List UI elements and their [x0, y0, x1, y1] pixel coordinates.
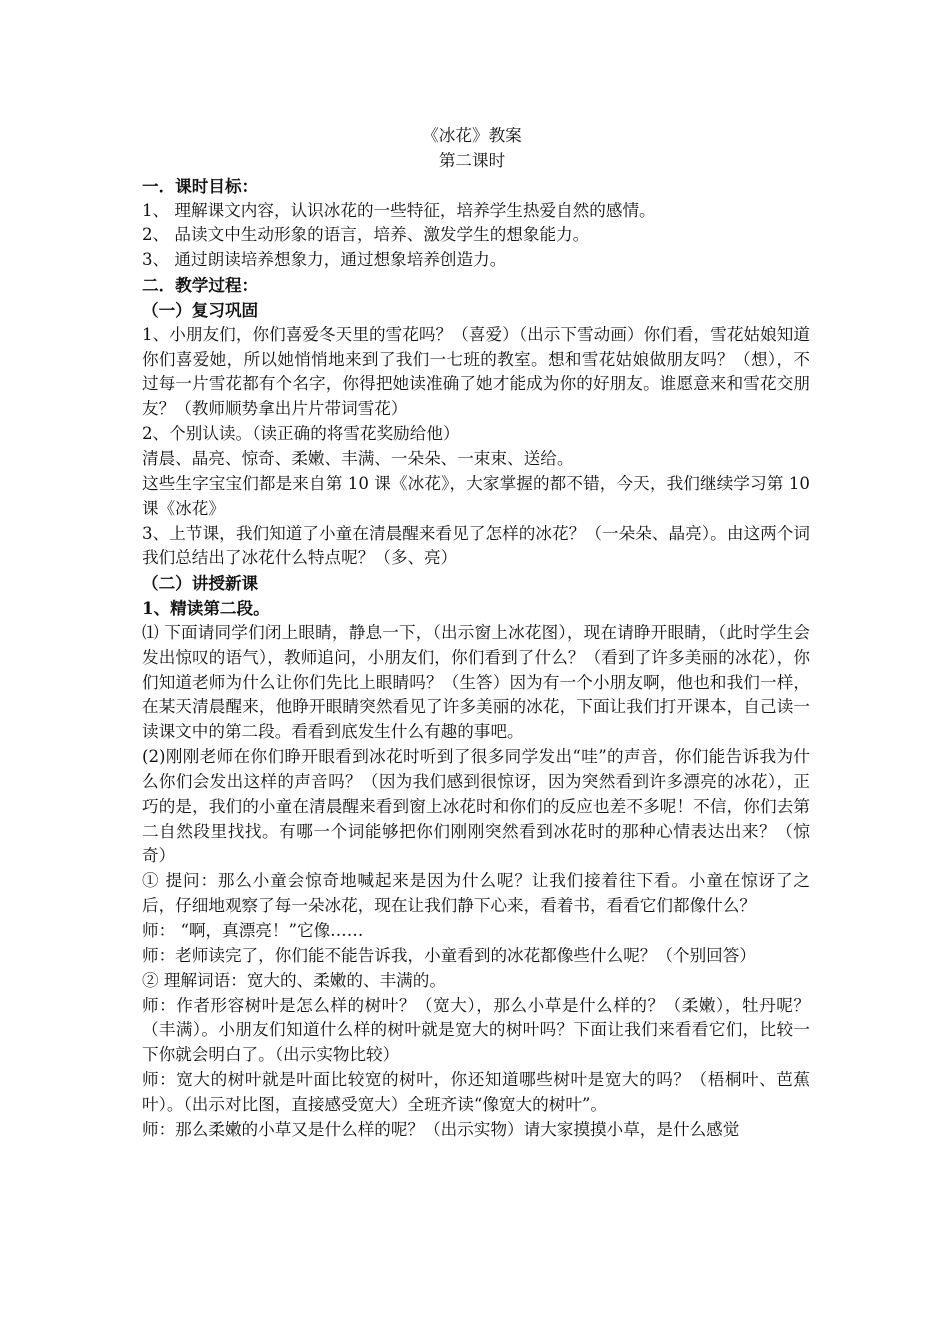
paragraph: 3、 通过朗读培养想象力，通过想象培养创造力。 — [142, 250, 507, 270]
section-heading: （二）讲授新课 — [142, 573, 259, 594]
paragraph: ② 理解词语：宽大的、柔嫩的、丰满的。 — [142, 970, 446, 990]
paragraph: 这些生字宝宝们都是来自第 10 课《冰花》，大家掌握的都不错，今天，我们继续学习第 10 课《冰花》 — [142, 473, 810, 518]
document-subtitle: 第二课时 — [438, 150, 506, 170]
paragraph: 2、个别认读。（读正确的将雪花奖励给他） — [142, 424, 460, 444]
paragraph: 师：那么柔嫩的小草又是什么样的呢？（出示实物）请大家摸摸小草，是什么感觉 — [142, 1119, 740, 1139]
paragraph: 清晨、晶亮、惊奇、柔嫩、丰满、一朵朵、一束束、送给。 — [142, 448, 574, 468]
paragraph: 1、 理解课文内容，认识冰花的一些特征，培养学生热爱自然的感情。 — [142, 200, 656, 220]
paragraph: 师：老师读完了，你们能不能告诉我，小童看到的冰花都像些什么呢？（个别回答） — [142, 945, 756, 965]
paragraph: ① 提问：那么小童会惊奇地喊起来是因为什么呢？让我们接着往下看。小童在惊讶了之后，仔细地观察了每一朵冰花，现在让我们静下心来，看着书，看看它们都像什么？ — [142, 871, 810, 916]
document-title: 《冰花》教案 — [422, 126, 522, 145]
paragraph: (2)刚刚老师在你们睁开眼看到冰花时听到了很多同学发出“哇”的声音，你们能告诉我为什么你们会发出这样的声音吗？（因为我们感到很惊讶，因为突然看到许多漂亮的冰花），正巧的是，我们的小童在清晨醒来看到窗上冰花时和你们的反应也差不多呢！不信，你们去第二自然段里找找。有哪一个词能够把你们刚刚突然看到冰花时的那种心情表达出来？（惊奇） — [142, 747, 810, 866]
document-body — [142, 174, 810, 1143]
paragraph: ⑴ 下面请同学们闭上眼睛，静息一下，（出示窗上冰花图），现在请睁开眼睛，（此时学生会发出惊叹的语气），教师追问，小朋友们，你们看到了什么？（看到了许多美丽的冰花），你们知道老师为什么让你们先比上眼睛吗？（生答）因为有一个小朋友啊，他也和我们一样，在某天清晨醒来，他睁开眼睛突然看见了许多美丽的冰花，下面让我们打开课本，自己读一读课文中的第二段。看看到底发生什么有趣的事吧。 — [142, 622, 810, 742]
section-heading: 1、精读第二段。 — [142, 598, 270, 619]
paragraph: 1、小朋友们，你们喜爱冬天里的雪花吗？（喜爱）（出示下雪动画）你们看，雪花姑娘知道你们喜爱她，所以她悄悄地来到了我们一七班的教室。想和雪花姑娘做朋友吗？（想），不过每一片雪花都有个名字，你得把她读准确了她才能成为你的好朋友。谁愿意来和雪花交朋友？（教师顺势拿出片片带词雪花） — [142, 324, 810, 419]
paragraph: 师：作者形容树叶是怎么样的树叶？（宽大），那么小草是什么样的？（柔嫩），牡丹呢？（丰满）。小朋友们知道什么样的树叶就是宽大的树叶吗？下面让我们来看看它们，比较一下你就会明白了。（出示实物比较） — [142, 995, 810, 1065]
paragraph: 3、上节课，我们知道了小童在清晨醒来看见了怎样的冰花？（一朵朵、晶亮）。由这两个词我们总结出了冰花什么特点呢？（多、亮） — [142, 523, 810, 568]
paragraph: 2、 品读文中生动形象的语言，培养、激发学生的想象能力。 — [142, 225, 590, 245]
document-page — [142, 124, 810, 1143]
paragraph: 师：宽大的树叶就是叶面比较宽的树叶，你还知道哪些树叶是宽大的吗？（梧桐叶、芭蕉叶）。（出示对比图，直接感受宽大）全班齐读“像宽大的树叶”。 — [142, 1070, 810, 1114]
section-heading: 二．教学过程： — [142, 275, 259, 296]
section-heading: （一）复习巩固 — [142, 299, 259, 320]
section-heading: 一．课时目标： — [142, 175, 259, 196]
paragraph: 师： “啊，真漂亮！”它像…… — [142, 921, 364, 940]
